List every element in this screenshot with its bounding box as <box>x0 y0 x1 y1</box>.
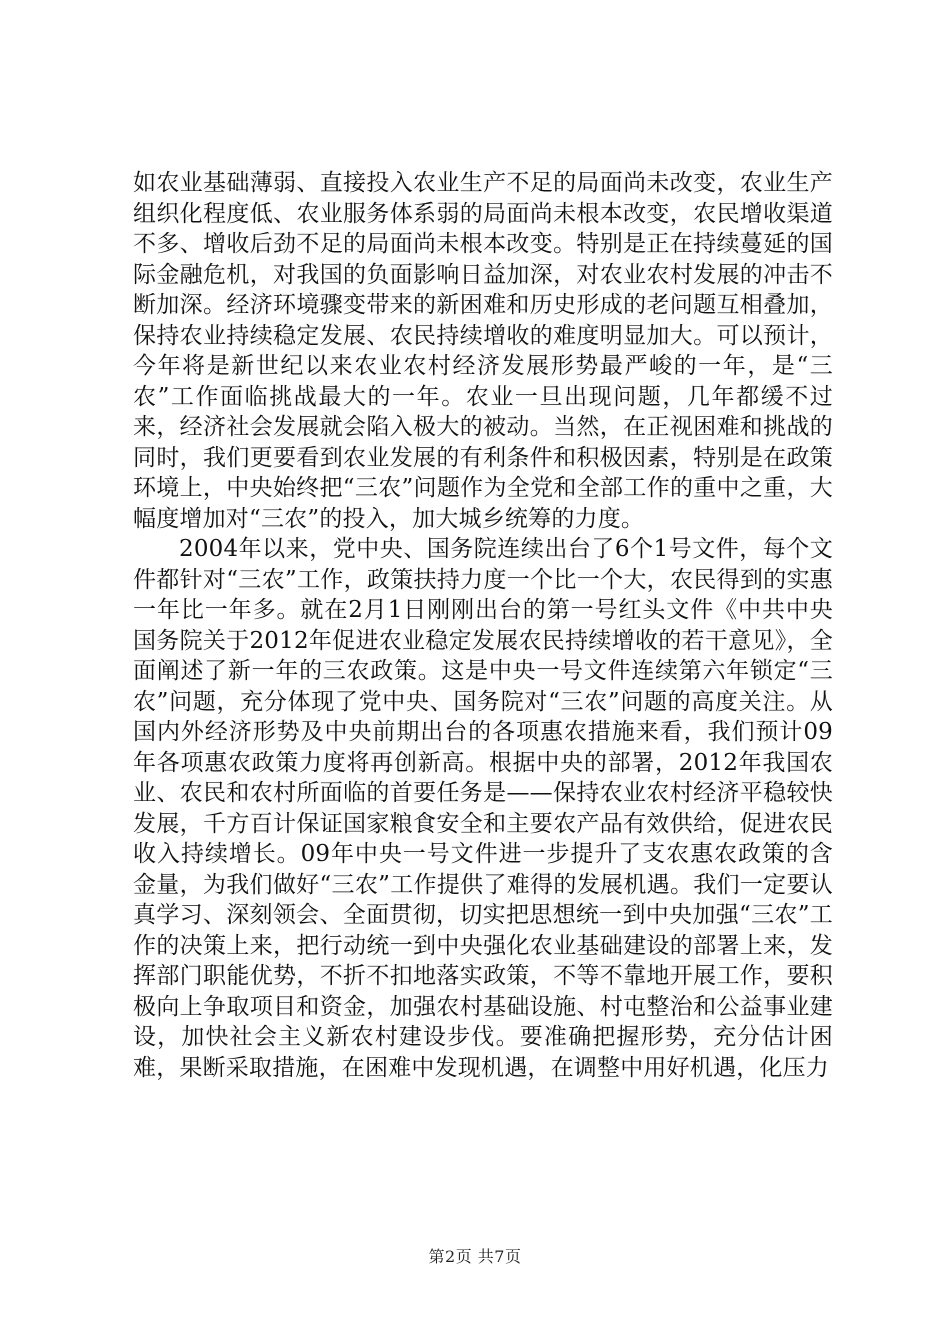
paragraph-1: 如农业基础薄弱、直接投入农业生产不足的局面尚未改变，农业生产组织化程度低、农业服务体系弱的局面尚未根本改变，农民增收渠道不多、增收后劲不足的局面尚未根本改变。特别是正在持续蔓延的国际金融危机，对我国的负面影响日益加深，对农业农村发展的冲击不断加深。经济环境骤变带来的新困难和历史形成的老问题互相叠加，保持农业持续稳定发展、农民持续增收的难度明显加大。可以预计，今年将是新世纪以来农业农村经济发展形势最严峻的一年，是“三农”工作面临挑战最大的一年。农业一旦出现问题，几年都缓不过来，经济社会发展就会陷入极大的被动。当然，在正视困难和挑战的同时，我们更要看到农业发展的有利条件和积极因素，特别是在政策环境上，中央始终把“三农”问题作为全党和全部工作的重中之重，大幅度增加对“三农”的投入，加大城乡统筹的力度。 <box>133 170 833 532</box>
document-body <box>133 168 833 1083</box>
page-footer: 第2页 共7页 <box>428 1247 522 1266</box>
paragraph-2: 2004年以来，党中央、国务院连续出台了6个1号文件，每个文件都针对“三农”工作，政策扶持力度一个比一个大，农民得到的实惠一年比一年多。就在2月1日刚刚出台的第一号红头文件《中共中央国务院关于2012年促进农业稳定发展农民持续增收的若干意见》，全面阐述了新一年的三农政策。这是中央一号文件连续第六年锁定“三农”问题，充分体现了党中央、国务院对“三农”问题的高度关注。从国内外经济形势及中央前期出台的各项惠农措施来看，我们预计09年各项惠农政策力度将再创新高。根据中央的部署，2012年我国农业、农民和农村所面临的首要任务是——保持农业农村经济平稳较快发展，千方百计保证国家粮食安全和主要农产品有效供给，促进农民收入持续增长。09年中央一号文件进一步提升了支农惠农政策的含金量，为我们做好“三农”工作提供了难得的发展机遇。我们一定要认真学习、深刻领会、全面贯彻，切实把思想统一到中央加强“三农”工作的决策上来，把行动统一到中央强化农业基础建设的部署上来，发挥部门职能优势，不折不扣地落实政策，不等不靠地开展工作，要积极向上争取项目和资金，加强农村基础设施、村屯整治和公益事业建设，加快社会主义新农村建设步伐。要准确把握形势，充分估计困难，果断采取措施，在困难中发现机遇，在调整中用好机遇，化压力 <box>133 536 833 1081</box>
